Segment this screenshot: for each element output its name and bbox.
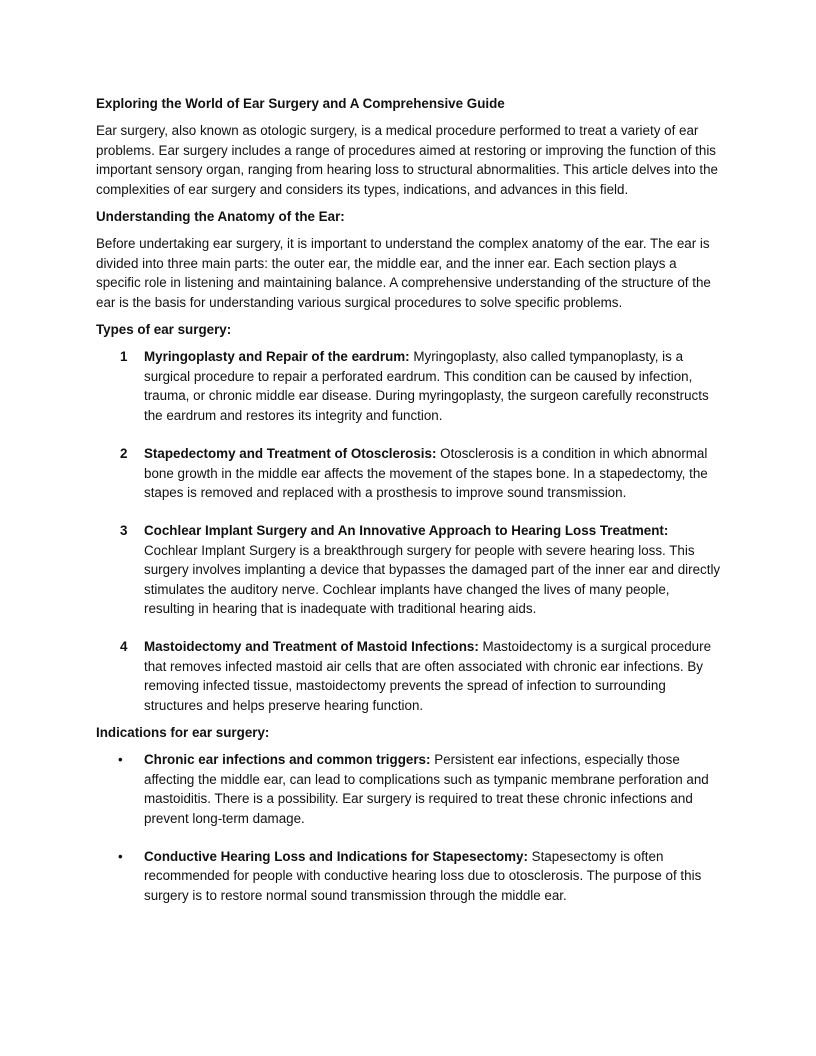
types-list [96,347,721,715]
list-item-text: Persistent ear infections, especially those affecting the middle ear, can lead to complications such as tympanic membrane perforation and mastoiditis. There is a possibility. Ear surgery is required to treat these chronic infections and prevent long-term damage. [144,752,709,826]
list-item-text: Otosclerosis is a condition in which abnormal bone growth in the middle ear affects the movement of the stapes bone. In a stapedectomy, the stapes is removed and replaced with a prosthesis to improve sound transmission. [144,446,708,500]
list-item-title: Cochlear Implant Surgery and An Innovative Approach to Hearing Loss Treatment: [144,523,669,539]
list-item-title: Stapedectomy and Treatment of Otosclerosis: [144,446,437,462]
list-item-text: Myringoplasty, also called tympanoplasty, is a surgical procedure to repair a perforated eardrum. This condition can be caused by infection, trauma, or chronic middle ear disease. During myringoplasty, the surgeon carefully reconstructs the eardrum and restores its integrity and function. [144,349,709,423]
document-title: Exploring the World of Ear Surgery and A Comprehensive Guide [96,96,505,111]
indications-list-item [96,847,721,905]
indications-list [96,750,721,905]
list-number: 2 [120,446,128,462]
document-page [96,94,721,913]
types-list-item [96,444,721,502]
list-item-title: Chronic ear infections and common triggers: [144,752,431,768]
list-item-text: Cochlear Implant Surgery is a breakthrough surgery for people with severe hearing loss. This surgery involves implanting a device that bypasses the damaged part of the inner ear and directly stimulates the auditory nerve. Cochlear implants have changed the lives of many people, resulting in hearing that is inadequate with traditional hearing aids. [144,542,721,616]
bullet-icon: • [118,849,123,864]
bullet-icon: • [118,752,123,768]
intro-paragraph: Ear surgery, also known as otologic surgery, is a medical procedure performed to treat a variety of ear problems. Ear surgery includes a range of procedures aimed at restoring or improving the function of this important sensory organ, ranging from hearing loss to structural abnormalities. This article delves into the complexities of ear surgery and considers its types, indications, and advances in this field. [96,123,718,197]
list-item-title: Conductive Hearing Loss and Indications for Stapesectomy: [144,849,528,864]
anatomy-paragraph: Before undertaking ear surgery, it is important to understand the complex anatomy of the ear. The ear is divided into three main parts: the outer ear, the middle ear, and the inner ear. Each section plays a specific role in listening and maintaining balance. A comprehensive understanding of the structure of the ear is the basis for understanding various surgical procedures to solve specific problems. [96,236,711,310]
indications-list-item [96,750,721,828]
list-number: 3 [120,523,128,539]
indications-heading: Indications for ear surgery: [96,724,270,740]
types-list-item [96,637,721,715]
list-item-text: Stapesectomy is often recommended for people with conductive hearing loss due to otosclerosis. The purpose of this surgery is to restore normal sound transmission through the middle ear. [144,849,702,903]
list-item-text: Mastoidectomy is a surgical procedure that removes infected mastoid air cells that are often associated with chronic ear infections. By removing infected tissue, mastoidectomy prevents the spread of infection to surrounding structures and helps preserve hearing function. [144,639,712,713]
types-list-item [96,347,721,425]
anatomy-heading: Understanding the Anatomy of the Ear: [96,209,345,225]
list-number: 1 [120,349,128,365]
types-heading: Types of ear surgery: [96,322,232,338]
list-number: 4 [120,639,128,655]
list-item-title: Myringoplasty and Repair of the eardrum: [144,349,410,365]
types-list-item [96,521,721,618]
list-item-title: Mastoidectomy and Treatment of Mastoid Infections: [144,639,479,655]
